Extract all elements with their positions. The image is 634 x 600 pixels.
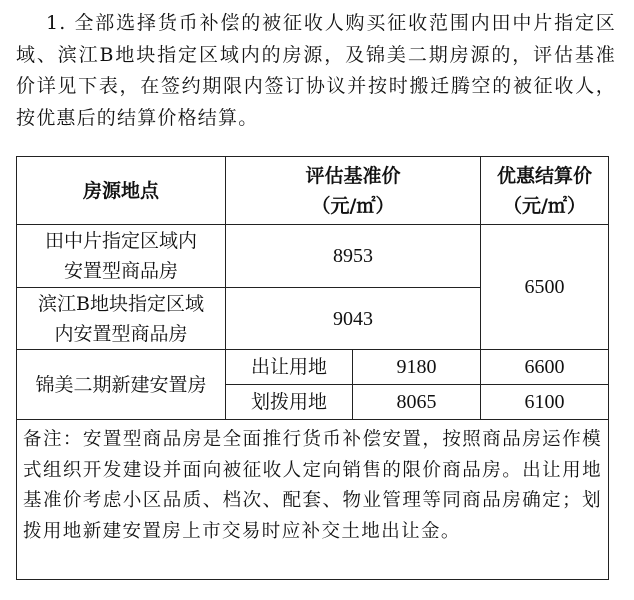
header-base-price <box>226 157 481 225</box>
table-header-row <box>17 157 609 225</box>
land-type: 出让用地 <box>226 350 353 385</box>
header-settle-price <box>481 157 609 225</box>
header-settle-price-unit: （元/㎡） <box>503 194 586 217</box>
table-note: 备注：安置型商品房是全面推行货币补偿安置，按照商品房运作模式组织开发建设并面向被征收人定向销售的限价商品房。出让用地基准价考虑小区品质、档次、配套、物业管理等同商品房确定；划拨用地新建安置房上市交易时应补交土地出让金。 <box>17 420 609 580</box>
header-location: 房源地点 <box>17 157 226 225</box>
row-location-line2: 安置型商品房 <box>63 260 178 282</box>
intro-number: 1. <box>46 12 67 34</box>
header-base-price-unit: （元/㎡） <box>311 194 395 217</box>
table-row <box>17 225 609 288</box>
row-location <box>17 225 226 288</box>
intro-paragraph <box>16 8 616 134</box>
row-location <box>17 288 226 350</box>
header-settle-price-label: 优惠结算价 <box>497 164 593 187</box>
price-table <box>16 156 609 580</box>
sub-settle-price: 6100 <box>481 385 609 420</box>
sub-base-price: 8065 <box>353 385 481 420</box>
row-location-line1: 滨江B地块指定区域 <box>38 292 204 315</box>
land-type: 划拨用地 <box>226 385 353 420</box>
row-location-line1: 田中片指定区域内 <box>44 230 197 252</box>
row-base-price: 9043 <box>226 288 481 350</box>
sub-base-price: 9180 <box>353 350 481 385</box>
table-row <box>17 350 609 385</box>
intro-text: 全部选择货币补偿的被征收人购买征收范围内田中片指定区域、滨江B地块指定区域内的房源，及锦美二期房源的，评估基准价详见下表，在签约期限内签订协议并按时搬迁腾空的被征收人，按优惠后的结算价格结算。 <box>16 12 617 129</box>
sub-settle-price: 6600 <box>481 350 609 385</box>
header-base-price-label: 评估基准价 <box>305 164 401 187</box>
jinmei-location: 锦美二期新建安置房 <box>17 350 226 420</box>
note-row <box>17 420 609 580</box>
row-location-line2: 内安置型商品房 <box>54 322 188 345</box>
row-base-price: 8953 <box>226 225 481 288</box>
shared-settle-price: 6500 <box>481 225 609 350</box>
